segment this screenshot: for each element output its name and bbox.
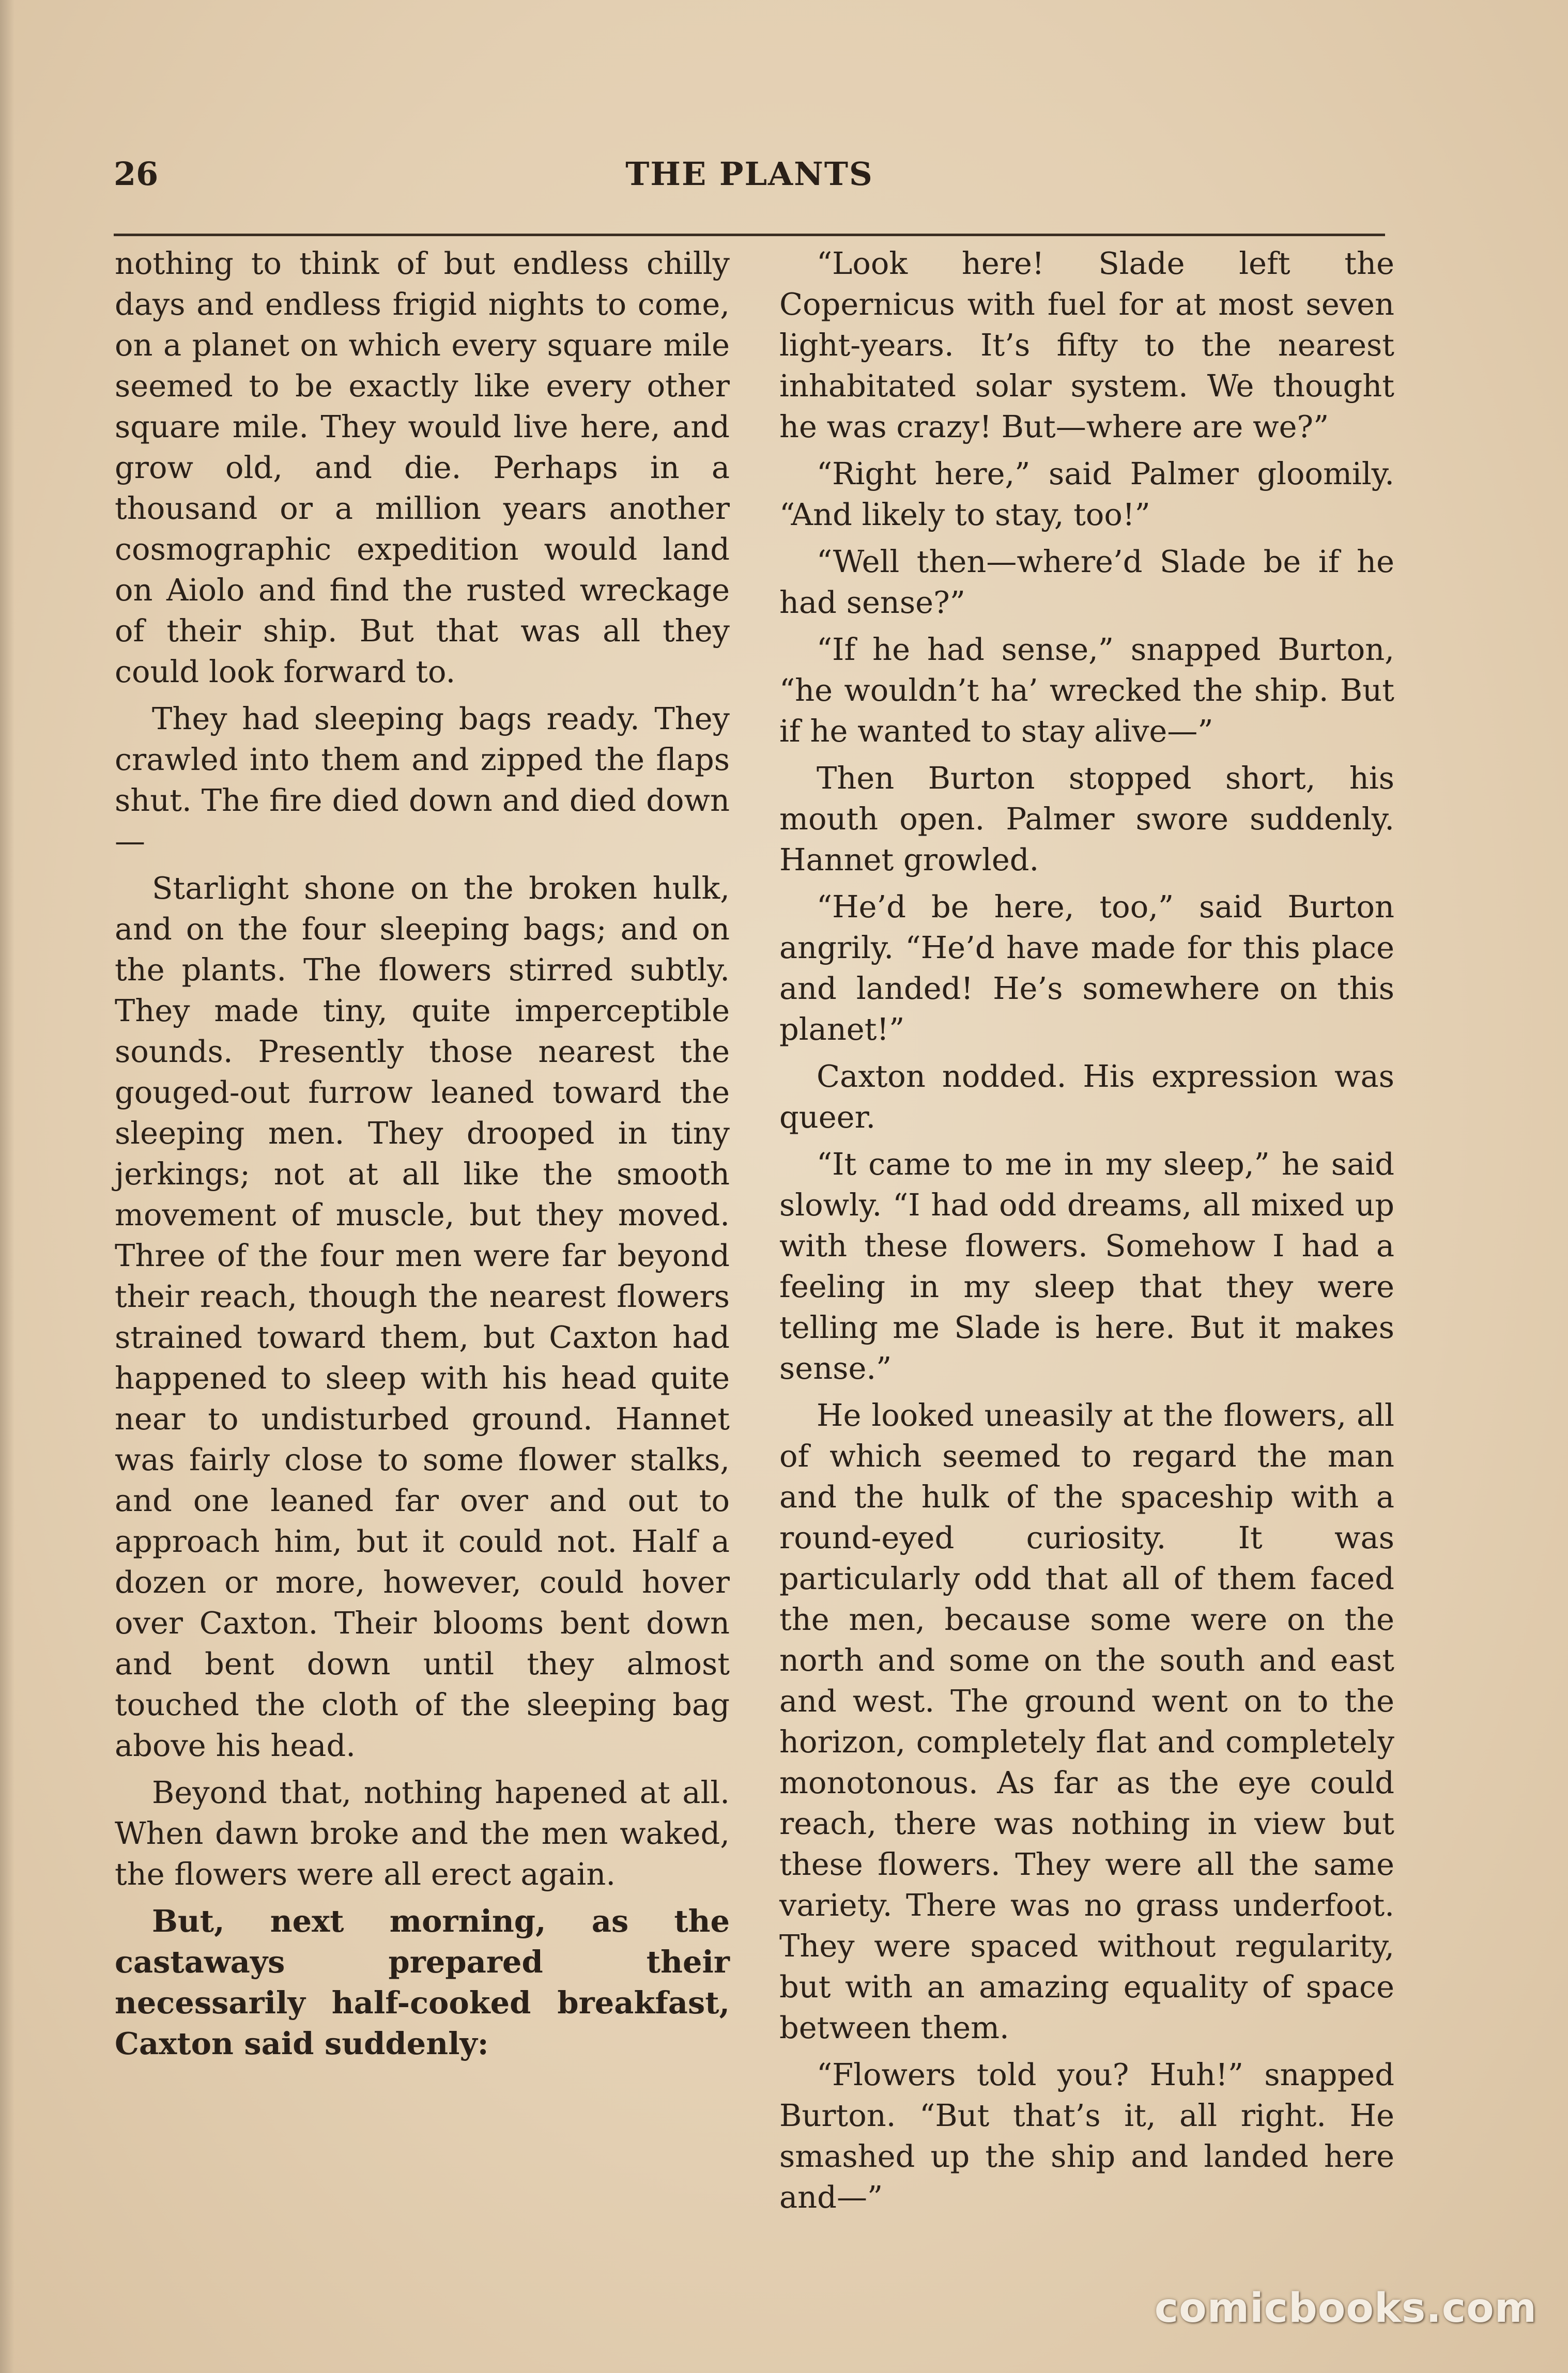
- running-header: [114, 155, 1385, 202]
- paragraph: “If he had sense,” snapped Burton, “he wouldn’t ha’ wrecked the ship. But if he wanted to stay alive—”: [779, 631, 1394, 749]
- watermark: comicbooks.com: [1154, 2285, 1537, 2332]
- paragraph: “Flowers told you? Huh!” snapped Burton. “But that’s it, all right. He smashed up the ship and landed here and—”: [779, 2057, 1394, 2215]
- running-title: THE PLANTS: [625, 155, 873, 193]
- paragraph: Beyond that, nothing hapened at all. When dawn broke and the men waked, the flowers were all erect again.: [115, 1775, 730, 1892]
- paragraph: “Look here! Slade left the Copernicus with fuel for at most seven light-years. It’s fifty to the nearest inhabitated solar system. We thought he was crazy! But—where are we?”: [779, 245, 1394, 444]
- paragraph: Starlight shone on the broken hulk, and on the four sleeping bags; and on the plants. The flowers stirred subtly. They made tiny, quite imperceptible sounds. Presently those nearest the gouged-out furrow leaned toward the sleeping men. They drooped in tiny jerkings; not at all like the smooth movement of muscle, but they moved. Three of the four men were far beyond their reach, though the nearest flowers strained toward them, but Caxton had happened to sleep with his head quite near to undisturbed ground. Hannet was fairly close to some flower stalks, and one leaned far over and out to approach him, but it could not. Half a dozen or more, however, could hover over Caxton. Their blooms bent down and bent down until they almost touched the cloth of the sleeping bag above his head.: [115, 870, 730, 1763]
- paragraph: Caxton nodded. His expression was queer.: [779, 1058, 1394, 1135]
- right-column: [779, 243, 1394, 2224]
- paragraph: Then Burton stopped short, his mouth open. Palmer swore suddenly. Hannet growled.: [779, 760, 1394, 877]
- paragraph: He looked uneasily at the flowers, all of which seemed to regard the man and the hulk of the spaceship with a round-eyed curiosity. It was particularly odd that all of them faced the men, because some were on the north and some on the south and east and west. The ground went on to the horizon, completely flat and completely monotonous. As far as the eye could reach, there was nothing in view but these flowers. They were all the same variety. There was no grass underfoot. They were spaced without regularity, but with an amazing equality of space between them.: [779, 1397, 1394, 2045]
- paragraph: nothing to think of but endless chilly days and endless frigid nights to come, on a planet on which every square mile seemed to be exactly like every other square mile. They would live here, and grow old, and die. Perhaps in a thousand or a million years another cosmographic expedition would land on Aiolo and find the rusted wreckage of their ship. But that was all they could look forward to.: [115, 245, 730, 689]
- paragraph: But, next morning, as the castaways prepared their necessarily half-cooked breakfast, Caxton said suddenly:: [115, 1903, 730, 2061]
- header-rule: [114, 234, 1385, 236]
- paragraph: “He’d be here, too,” said Burton angrily. “He’d have made for this place and landed! He’s somewhere on this planet!”: [779, 889, 1394, 1047]
- paragraph: “It came to me in my sleep,” he said slowly. “I had odd dreams, all mixed up with these flowers. Somehow I had a feeling in my sleep that they were telling me Slade is here. But it makes sense.”: [779, 1146, 1394, 1386]
- page-edge-shadow: [0, 0, 14, 2373]
- paragraph: “Right here,” said Palmer gloomily. “And likely to stay, too!”: [779, 456, 1394, 532]
- paragraph: “Well then—where’d Slade be if he had sense?”: [779, 544, 1394, 620]
- paragraph: They had sleeping bags ready. They crawled into them and zipped the flaps shut. The fire died down and died down—: [115, 701, 730, 859]
- left-column: [115, 243, 730, 2070]
- page-number: 26: [114, 155, 159, 193]
